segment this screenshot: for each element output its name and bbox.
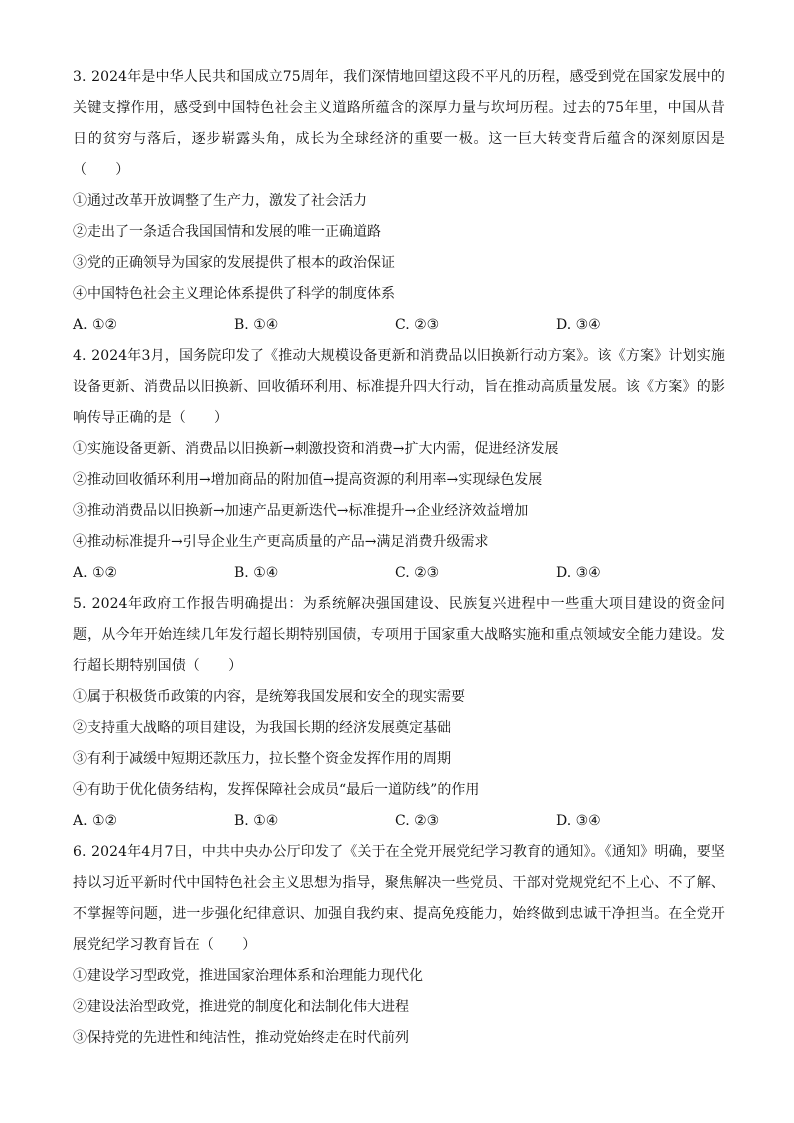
- question-option: ①实施设备更新、消费品以旧换新→刺激投资和消费→扩大内需，促进经济发展: [73, 441, 559, 457]
- question-option: ①通过改革开放调整了生产力，激发了社会活力: [73, 193, 367, 209]
- exam-page: [73, 62, 725, 1054]
- question-option: ②建设法治型政党，推进党的制度化和法制化伟大进程: [73, 999, 409, 1015]
- question-option: ③党的正确领导为国家的发展提供了根本的政治保证: [73, 255, 395, 271]
- question-6: [73, 837, 725, 1054]
- question-option: ③推动消费品以旧换新→加速产品更新迭代→标准提升→企业经济效益增加: [73, 503, 529, 519]
- question-4: [73, 341, 725, 589]
- question-option: ①建设学习型政党，推进国家治理体系和治理能力现代化: [73, 968, 423, 984]
- question-stem: 3. 2024年是中华人民共和国成立75周年，我们深情地回望这段不平凡的历程，感受到党在国家发展中的关键支撑作用，感受到中国特色社会主义道路所蕴含的深厚力量与坎坷历程。过去的75年里，中国从昔日的贫穷与落后，逐步崭露头角，成长为全球经济的重要一极。这一巨大转变背后蕴含的深刻原因是（ ）: [73, 69, 725, 178]
- question-stem: 4. 2024年3月，国务院印发了《推动大规模设备更新和消费品以旧换新行动方案》。该《方案》计划实施设备更新、消费品以旧换新、回收循环利用、标准提升四大行动，旨在推动高质量发展。该《方案》的影响传导正确的是（ ）: [73, 348, 725, 426]
- question-option: ④有助于优化债务结构，发挥保障社会成员“最后一道防线”的作用: [73, 782, 480, 798]
- question-option: ②支持重大战略的项目建设，为我国长期的经济发展奠定基础: [73, 720, 451, 736]
- question-option: ②推动回收循环利用→增加商品的附加值→提高资源的利用率→实现绿色发展: [73, 472, 543, 488]
- choice-a: A. ①②: [73, 813, 118, 829]
- choice-c: C. ②③: [395, 317, 440, 333]
- question-option: ③保持党的先进性和纯洁性，推动党始终走在时代前列: [73, 1030, 409, 1046]
- choice-b: B. ①④: [234, 317, 279, 333]
- question-option: ①属于积极货币政策的内容，是统筹我国发展和安全的现实需要: [73, 689, 465, 705]
- answer-choices: [73, 558, 725, 589]
- choice-b: B. ①④: [234, 813, 279, 829]
- answer-choices: [73, 806, 725, 837]
- choice-d: D. ③④: [556, 565, 601, 581]
- question-option: ②走出了一条适合我国国情和发展的唯一正确道路: [73, 224, 381, 240]
- question-5: [73, 589, 725, 837]
- question-option: ③有利于减缓中短期还款压力，拉长整个资金发挥作用的周期: [73, 751, 451, 767]
- choice-a: A. ①②: [73, 317, 118, 333]
- choice-c: C. ②③: [395, 813, 440, 829]
- question-3: [73, 62, 725, 341]
- question-stem: 6. 2024年4月7日，中共中央办公厅印发了《关于在全党开展党纪学习教育的通知》。《通知》明确，要坚持以习近平新时代中国特色社会主义思想为指导，聚焦解决一些党员、干部对党规党纪不上心、不了解、不掌握等问题，进一步强化纪律意识、加强自我约束、提高免疫能力，始终做到忠诚干净担当。在全党开展党纪学习教育旨在（ ）: [73, 844, 725, 953]
- question-option: ④推动标准提升→引导企业生产更高质量的产品→满足消费升级需求: [73, 534, 489, 550]
- answer-choices: [73, 310, 725, 341]
- question-option: ④中国特色社会主义理论体系提供了科学的制度体系: [73, 286, 395, 302]
- choice-d: D. ③④: [556, 317, 601, 333]
- question-stem: 5. 2024年政府工作报告明确提出：为系统解决强国建设、民族复兴进程中一些重大项目建设的资金问题，从今年开始连续几年发行超长期特别国债，专项用于国家重大战略实施和重点领域安全能力建设。发行超长期特别国债（ ）: [73, 596, 725, 674]
- choice-a: A. ①②: [73, 565, 118, 581]
- choice-b: B. ①④: [234, 565, 279, 581]
- choice-d: D. ③④: [556, 813, 601, 829]
- choice-c: C. ②③: [395, 565, 440, 581]
